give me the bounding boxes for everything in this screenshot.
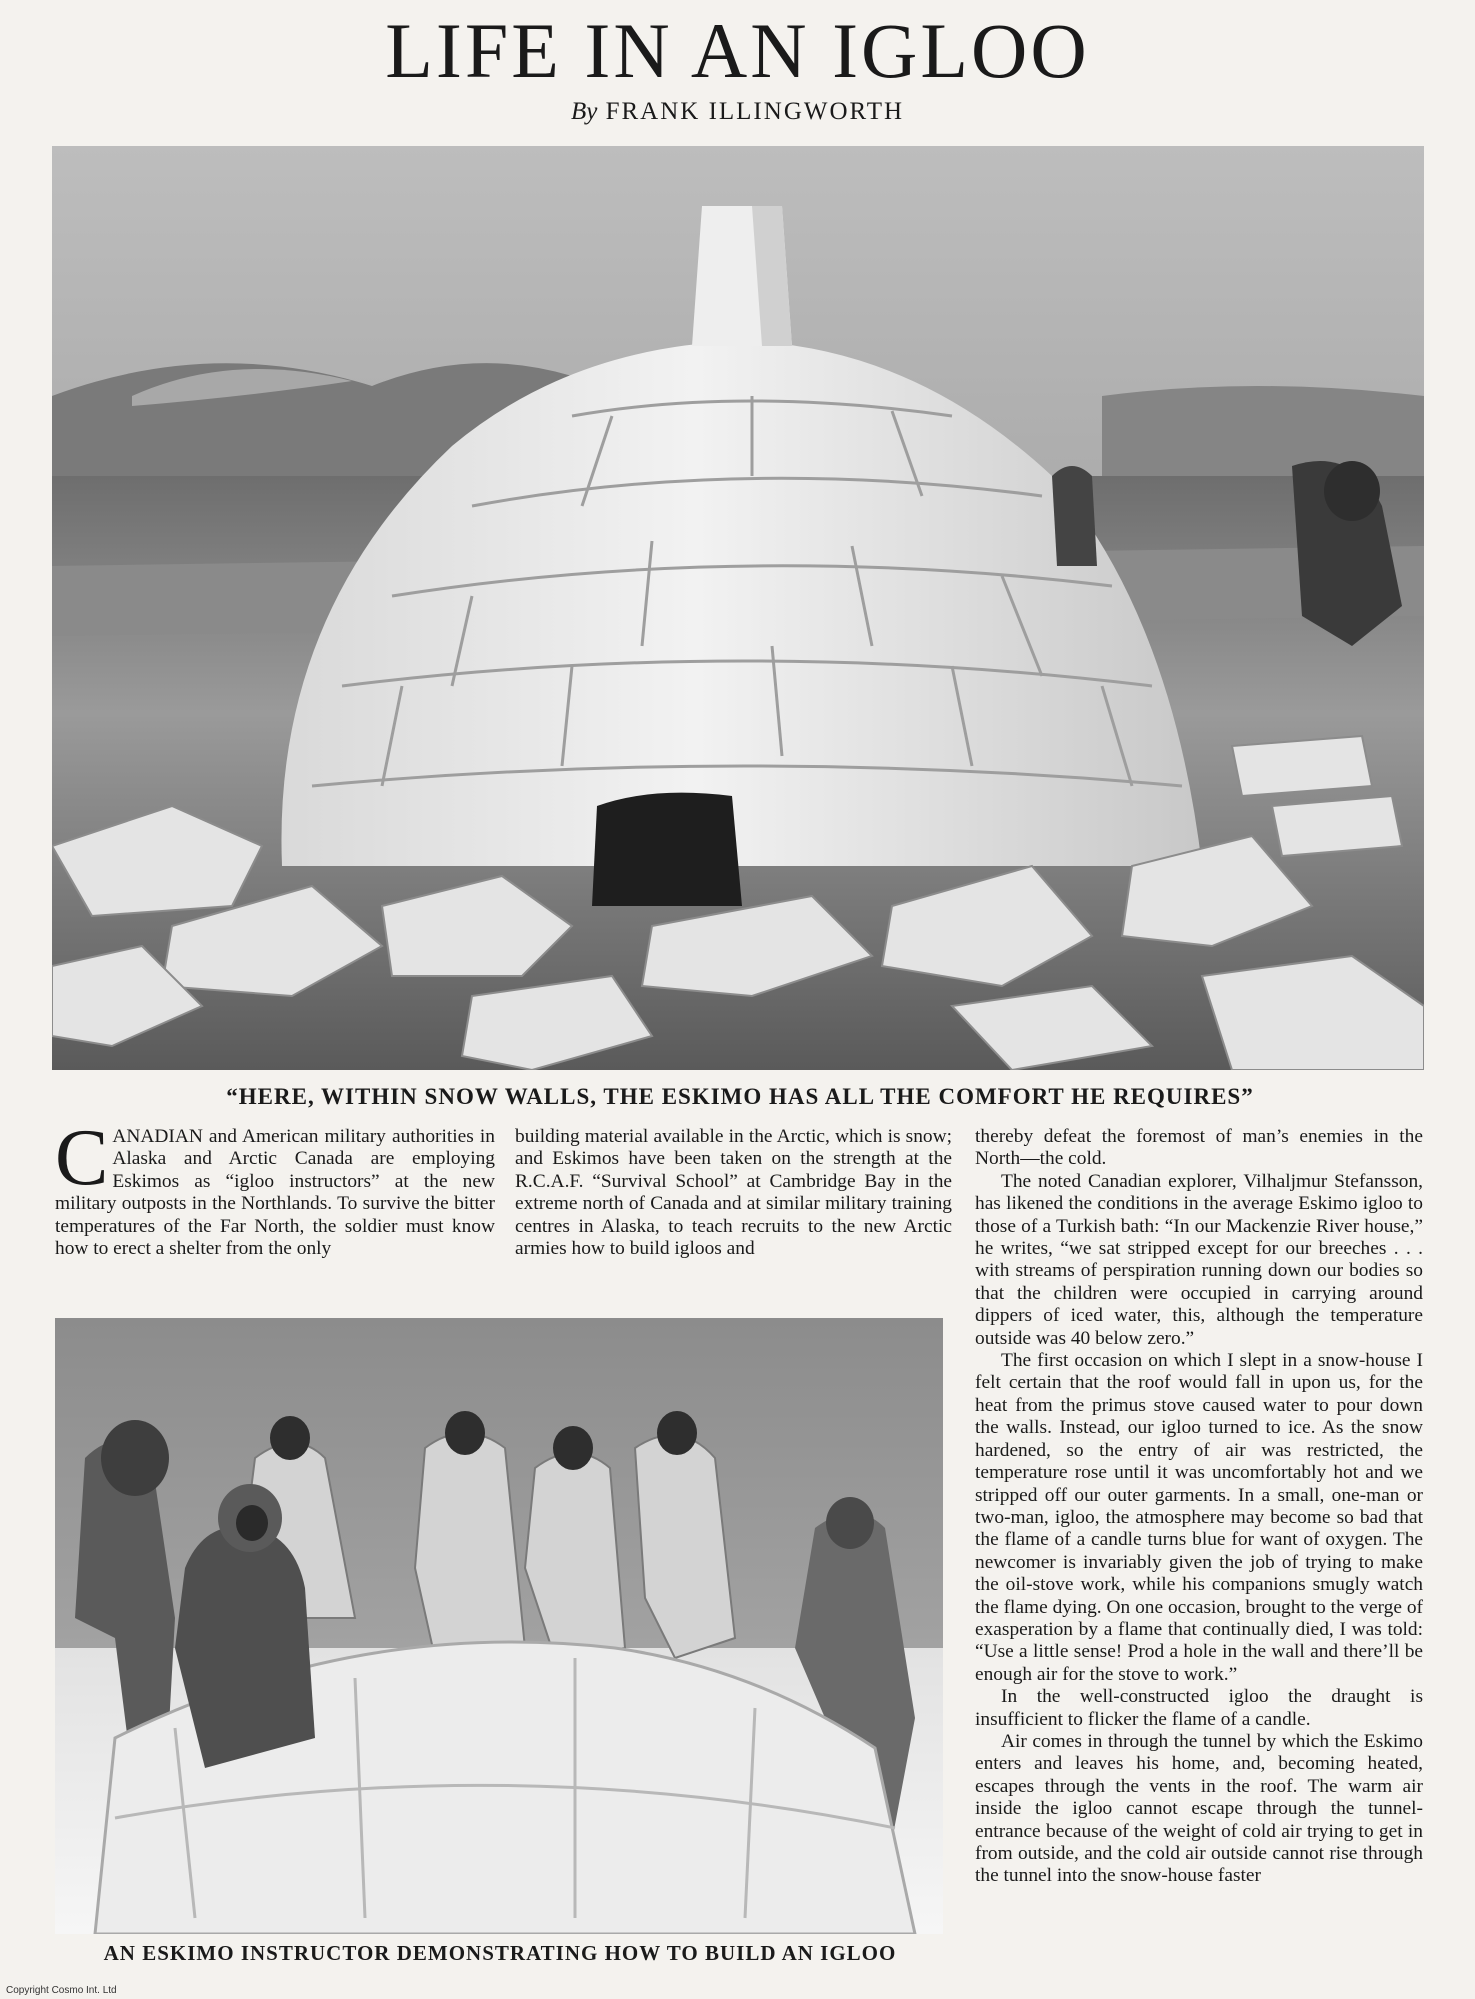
byline: [0, 98, 1475, 126]
igloo-photo: [52, 146, 1424, 1070]
paragraph: Air comes in through the tunnel by which the Eskimo enters and leaves his home, and, becoming heated, escapes through the vents in the roof. The warm air inside the igloo cannot escape through the tunnel-entrance because of the weight of cold air trying to get in from outside, and the cold air outside cannot rise through the tunnel into the snow-house faster: [975, 1730, 1423, 1887]
text-column-1: [55, 1114, 495, 1260]
text-column-2: [515, 1126, 952, 1260]
bottom-photo-caption: AN ESKIMO INSTRUCTOR DEMONSTRATING HOW TO BUILD AN IGLOO: [103, 1941, 897, 1965]
paragraph: In the well-constructed igloo the draught is insufficient to flicker the flame of a candle.: [975, 1686, 1423, 1730]
paragraph: building material available in the Arctic, which is snow; and Eskimos have been taken on the strength at the R.C.A.F. “Survival School” at Cambridge Bay in the extreme north of Canada and at similar military training centres in Alaska, to teach recruits to the new Arctic armies how to build igloos and: [515, 1126, 952, 1260]
lead-word: ANADIAN: [112, 1126, 203, 1147]
igloo-photo-image: [52, 146, 1424, 1070]
article-title: LIFE IN AN IGLOO: [385, 7, 1090, 94]
drop-cap: C: [55, 1114, 109, 1202]
copyright-notice: Copyright Cosmo Int. Ltd: [6, 1985, 117, 1996]
paragraph: [55, 1114, 495, 1260]
top-photo-caption: “HERE, WITHIN SNOW WALLS, THE ESKIMO HAS ALL THE COMFORT HE REQUIRES”: [226, 1084, 1254, 1109]
paragraph: thereby defeat the foremost of man’s enemies in the North—the cold.: [975, 1126, 1423, 1170]
paragraph: The first occasion on which I slept in a snow-house I felt certain that the roof would fall in upon us, for the heat from the primus stove caused water to pour down the walls. Instead, our igloo turned to ice. As the snow hardened, so the entry of air was restricted, the temperature rose until it was uncomfortably hot and we stripped off our outer garments. In a small, one-man or two-man, igloo, the atmosphere may become so bad that the flame of a candle turns blue for want of oxygen. The newcomer is invariably given the job of trying to make the oil-stove work, while his companions smugly watch the flame dying. On one occasion, brought to the verge of exasperation by a flame that continually died, I was told: “Use a little sense! Prod a hole in the wall and there’ll be enough air for the stove to work.”: [975, 1350, 1423, 1685]
col1-text: and American military authorities in Alaska and Arctic Canada are employing Eskimos as “igloo instructors” at the new military outposts in the Northlands. To survive the bitter temperatures of the Far North, the soldier must know how to erect a shelter from the only: [55, 1126, 495, 1260]
instructor-photo-image: [55, 1318, 943, 1934]
paragraph: The noted Canadian explorer, Vilhaljmur Stefansson, has likened the conditions in the average Eskimo igloo to those of a Turkish bath: “In our Mackenzie River house,” he writes, “we sat stripped except for our breeches . . . with streams of perspiration running down our bodies so that the children were occupied in carrying around dippers of iced water, this, although the temperature outside was 40 below zero.”: [975, 1170, 1423, 1349]
text-column-3: [975, 1126, 1423, 1888]
byline-prefix: By: [570, 98, 598, 125]
instructor-photo: [55, 1318, 943, 1934]
author-name: FRANK ILLINGWORTH: [605, 98, 905, 125]
